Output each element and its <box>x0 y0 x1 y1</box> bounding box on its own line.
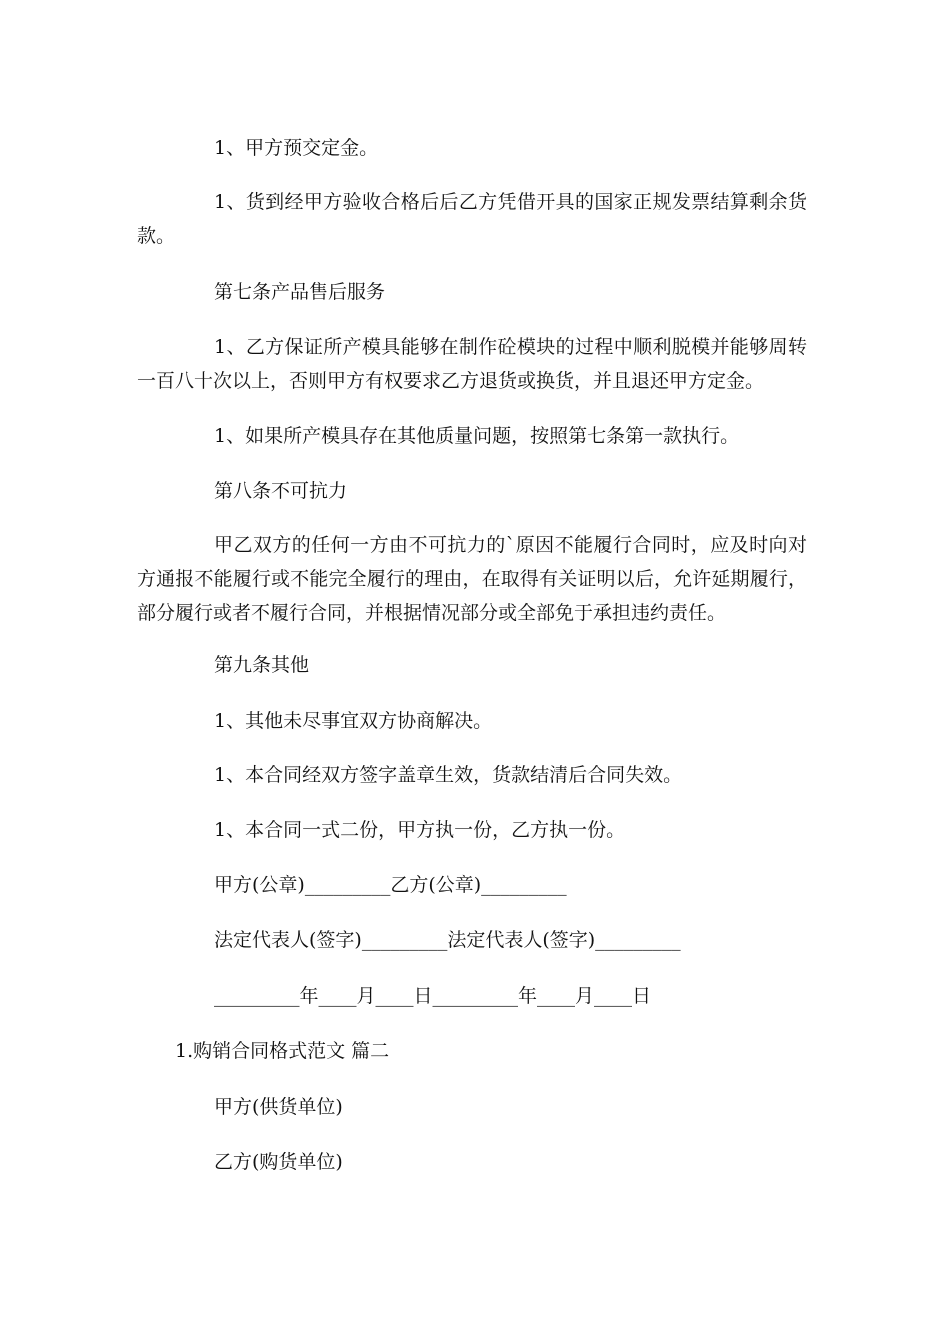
signature-representative-line: 法定代表人(签字)_________法定代表人(签字)_________ <box>214 929 681 951</box>
party-a-label: 甲方(供货单位) <box>214 1096 343 1118</box>
section-title-part-2: 1.购销合同格式范文 篇二 <box>175 1040 390 1062</box>
party-b-label: 乙方(购货单位) <box>214 1151 343 1173</box>
heading-article-9: 第九条其他 <box>214 654 310 676</box>
paragraph-other-matters: 1、其他未尽事宜双方协商解决。 <box>214 710 493 732</box>
signature-date-line: _________年____月____日_________年____月____日 <box>214 985 652 1007</box>
signature-seal-line: 甲方(公章)_________乙方(公章)_________ <box>214 874 567 896</box>
paragraph-copies: 1、本合同一式二份，甲方执一份，乙方执一份。 <box>214 819 626 841</box>
paragraph-payment: 1、货到经甲方验收合格后后乙方凭借开具的国家正规发票结算剩余货款。 <box>137 191 807 247</box>
paragraph-force-majeure: 甲乙双方的任何一方由不可抗力的`原因不能履行合同时，应及时向对方通报不能履行或不能完全履行的理由，在取得有关证明以后，允许延期履行，部分履行或者不履行合同，并根据情况部分或全部免于承担违约责任。 <box>137 534 807 624</box>
heading-article-8: 第八条不可抗力 <box>214 480 348 502</box>
paragraph-effective: 1、本合同经双方签字盖章生效，货款结清后合同失效。 <box>214 764 683 786</box>
paragraph-quality: 1、如果所产模具存在其他质量问题，按照第七条第一款执行。 <box>214 425 740 447</box>
paragraph-deposit: 1、甲方预交定金。 <box>214 137 379 159</box>
paragraph-guarantee: 1、乙方保证所产模具能够在制作砼模块的过程中顺利脱模并能够周转一百八十次以上，否则甲方有权要求乙方退货或换货，并且退还甲方定金。 <box>137 336 807 392</box>
heading-article-7: 第七条产品售后服务 <box>214 281 386 303</box>
